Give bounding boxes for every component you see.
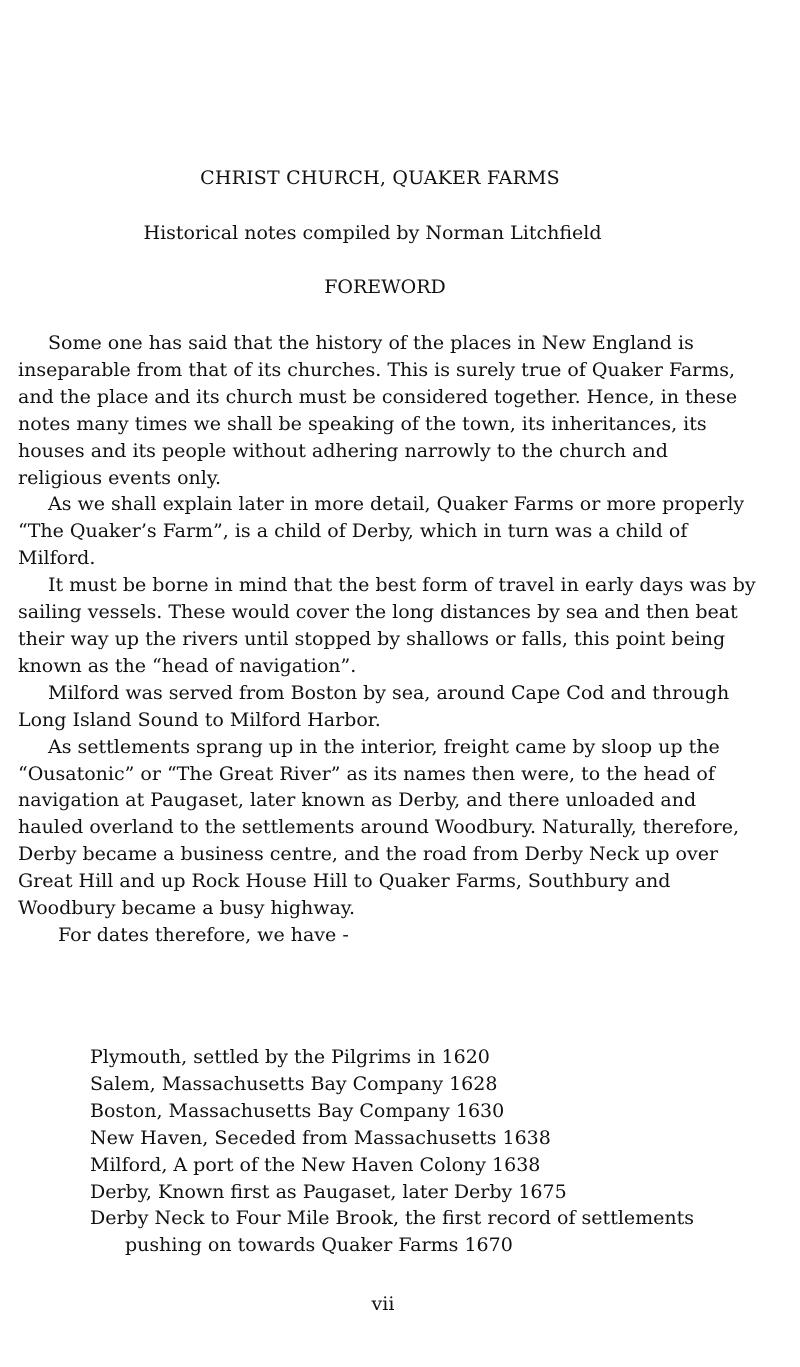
date-item: Salem, Massachusetts Bay Company 1628 <box>90 1072 498 1095</box>
paragraph: As settlements sprang up in the interior, freight came by sloop up the “Ousatonic” or “The Great River” as its names then were, to the head of navigation at Paugaset, later known as Derby, and there unloaded and hauled overland to the settlements around Woodbury. Naturally, therefore, Derby became a business centre, and the road from Derby Neck up over Great Hill and up Rock House Hill to Quaker Farms, Southbury and Woodbury became a busy highway. <box>18 735 739 920</box>
page-number: vii <box>371 1293 395 1315</box>
paragraph: Some one has said that the history of the places in New England is inseparable from that of its churches. This is surely true of Quaker Farms, and the place and its church must be considered together. Hence, in these notes many times we shall be speaking of the town, its inheritances, its houses and its people without adhering narrowly to the church and religious events only. <box>18 332 738 489</box>
body-text <box>18 330 756 949</box>
page-subtitle: Historical notes compiled by Norman Litchfield <box>143 222 602 244</box>
paragraph: For dates therefore, we have - <box>58 923 349 946</box>
page-title: CHRIST CHURCH, QUAKER FARMS <box>200 167 560 189</box>
date-item: Derby, Known first as Paugaset, later Derby 1675 <box>90 1180 567 1203</box>
date-item: Plymouth, settled by the Pilgrims in 1620 <box>90 1046 490 1068</box>
section-heading: FOREWORD <box>324 276 446 298</box>
paragraph: It must be borne in mind that the best form of travel in early days was by sailing vessels. These would cover the long distances by sea and then beat their way up the rivers until stopped by shallows or falls, this point being known as the “head of navigation”. <box>18 574 756 677</box>
date-item: Derby Neck to Four Mile Brook, the first record of settlements pushing on towards Quaker Farms 1670 <box>90 1207 695 1257</box>
date-item: New Haven, Seceded from Massachusetts 1638 <box>90 1126 551 1149</box>
paragraph: As we shall explain later in more detail, Quaker Farms or more properly “The Quaker’s Farm”, is a child of Derby, which in turn was a child of Milford. <box>18 493 745 570</box>
date-item: Boston, Massachusetts Bay Company 1630 <box>90 1099 505 1122</box>
date-item: Milford, A port of the New Haven Colony 1638 <box>90 1153 541 1176</box>
paragraph: Milford was served from Boston by sea, around Cape Cod and through Long Island Sound to Milford Harbor. <box>18 681 730 731</box>
dates-list <box>90 1044 750 1259</box>
